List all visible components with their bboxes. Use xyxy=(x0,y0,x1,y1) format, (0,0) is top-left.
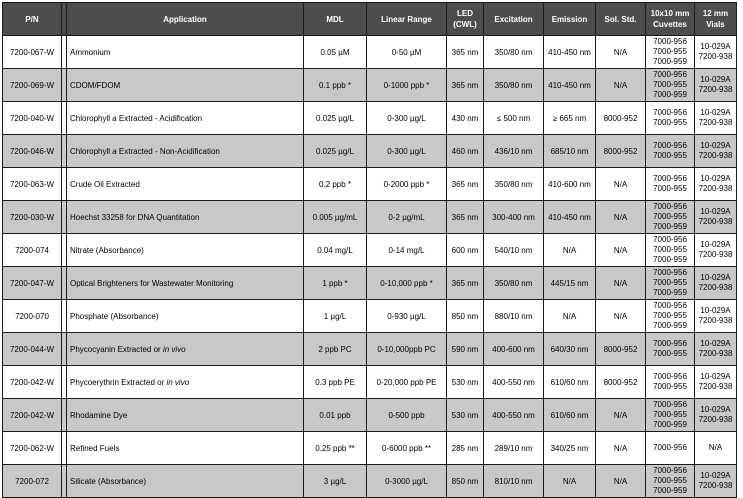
cell-cuvettes xyxy=(646,300,695,333)
cell-mdl: 0.3 ppb PE xyxy=(304,366,367,399)
specifications-table xyxy=(2,2,737,498)
cuvette-part-number: 7000-955 xyxy=(653,410,687,419)
cuvette-part-number: 7000-959 xyxy=(653,57,687,66)
cuvette-part-number: 7000-956 xyxy=(653,372,687,381)
cell-excitation: 350/80 nm xyxy=(484,267,544,300)
cell-part-number: 7200-047-W xyxy=(3,267,62,300)
vial-part-number: 7200-938 xyxy=(698,415,733,424)
cell-cuvettes xyxy=(646,102,695,135)
cell-vials xyxy=(695,234,737,267)
cell-linear-range: 0-500 ppb xyxy=(367,399,447,432)
cell-cuvettes xyxy=(646,69,695,102)
header-linear-range: Linear Range xyxy=(367,3,447,36)
cell-emission: N/A xyxy=(544,300,596,333)
application-italic-text: in vivo xyxy=(162,344,186,354)
cell-vials xyxy=(695,135,737,168)
header-led: LED (CWL) xyxy=(447,3,484,36)
cell-part-number: 7200-046-W xyxy=(3,135,62,168)
cell-excitation: 300-400 nm xyxy=(484,201,544,234)
cell-sol-std: N/A xyxy=(596,267,646,300)
header-cuvettes: 10x10 mm Cuvettes xyxy=(646,3,695,36)
header-sol-std: Sol. Std. xyxy=(596,3,646,36)
header-pn: P/N xyxy=(3,3,62,36)
cell-emission: 410-450 nm xyxy=(544,201,596,234)
cell-mdl: 1 µg/L xyxy=(304,300,367,333)
cuvette-part-number: 7000-955 xyxy=(653,278,687,287)
vial-part-number: 10-029A xyxy=(700,207,731,216)
vial-part-number: 10-029A xyxy=(700,42,731,51)
cell-part-number: 7200-044-W xyxy=(3,333,62,366)
cell-excitation: 400-550 nm xyxy=(484,366,544,399)
cell-part-number: 7200-069-W xyxy=(3,69,62,102)
table-row xyxy=(3,135,737,168)
cell-cuvettes xyxy=(646,366,695,399)
table-row xyxy=(3,201,737,234)
cell-part-number: 7200-074 xyxy=(3,234,62,267)
vial-part-number: 10-029A xyxy=(700,306,731,315)
cell-excitation: 350/80 nm xyxy=(484,168,544,201)
cell-application: CDOM/FDOM xyxy=(67,69,304,102)
cell-linear-range: 0-300 µg/L xyxy=(367,135,447,168)
cell-sol-std: N/A xyxy=(596,201,646,234)
cell-sol-std: N/A xyxy=(596,432,646,465)
cuvette-part-number: 7000-955 xyxy=(653,311,687,320)
cell-cuvettes xyxy=(646,465,695,498)
vial-part-number: 10-029A xyxy=(700,471,731,480)
cell-vials xyxy=(695,36,737,69)
cell-linear-range: 0-300 µg/L xyxy=(367,102,447,135)
table-row xyxy=(3,168,737,201)
table-header xyxy=(3,3,737,36)
cell-vials xyxy=(695,267,737,300)
vial-part-number: 10-029A xyxy=(700,75,731,84)
cell-linear-range: 0-10,000 ppb * xyxy=(367,267,447,300)
cell-sol-std: N/A xyxy=(596,69,646,102)
cell-emission: 445/15 nm xyxy=(544,267,596,300)
vial-part-number: 7200-938 xyxy=(698,184,733,193)
vial-part-number: 7200-938 xyxy=(698,382,733,391)
application-text: Extracted - Non-Acidification xyxy=(116,146,220,156)
cell-sol-std: N/A xyxy=(596,234,646,267)
cuvette-part-number: 7000-956 xyxy=(653,174,687,183)
cell-sol-std: 8000-952 xyxy=(596,366,646,399)
cell-mdl: 0.25 ppb ** xyxy=(304,432,367,465)
cell-part-number: 7200-072 xyxy=(3,465,62,498)
cell-application: Nitrate (Absorbance) xyxy=(67,234,304,267)
header-excitation: Excitation xyxy=(484,3,544,36)
cell-linear-range: 0-2 µg/mL xyxy=(367,201,447,234)
header-mdl: MDL xyxy=(304,3,367,36)
cuvette-part-number: 7000-956 xyxy=(653,400,687,409)
cell-excitation: ≤ 500 nm xyxy=(484,102,544,135)
cell-application xyxy=(67,333,304,366)
cell-part-number: 7200-042-W xyxy=(3,366,62,399)
cuvette-part-number: 7000-955 xyxy=(653,184,687,193)
cell-cuvettes xyxy=(646,36,695,69)
cell-mdl: 0.01 ppb xyxy=(304,399,367,432)
vial-part-number: 7200-938 xyxy=(698,85,733,94)
cell-led: 430 nm xyxy=(447,102,484,135)
cell-part-number: 7200-063-W xyxy=(3,168,62,201)
cuvette-part-number: 7000-959 xyxy=(653,90,687,99)
cell-vials xyxy=(695,168,737,201)
vial-part-number: 10-029A xyxy=(700,339,731,348)
cell-vials xyxy=(695,432,737,465)
cell-sol-std: 8000-952 xyxy=(596,135,646,168)
vial-part-number: 7200-938 xyxy=(698,118,733,127)
table-row xyxy=(3,267,737,300)
cell-vials xyxy=(695,399,737,432)
cell-led: 365 nm xyxy=(447,201,484,234)
cell-linear-range: 0-930 µg/L xyxy=(367,300,447,333)
cuvette-part-number: 7000-956 xyxy=(653,443,687,452)
cell-sol-std: N/A xyxy=(596,465,646,498)
cell-part-number: 7200-040-W xyxy=(3,102,62,135)
cuvette-part-number: 7000-955 xyxy=(653,118,687,127)
table-row xyxy=(3,234,737,267)
table-row xyxy=(3,333,737,366)
vial-part-number: 10-029A xyxy=(700,405,731,414)
cell-cuvettes xyxy=(646,168,695,201)
cell-cuvettes xyxy=(646,234,695,267)
cell-part-number: 7200-042-W xyxy=(3,399,62,432)
cuvette-part-number: 7000-955 xyxy=(653,151,687,160)
cuvette-part-number: 7000-956 xyxy=(653,108,687,117)
cell-emission: 410-600 nm xyxy=(544,168,596,201)
cell-led: 850 nm xyxy=(447,300,484,333)
cuvette-part-number: 7000-955 xyxy=(653,212,687,221)
cell-vials xyxy=(695,300,737,333)
application-italic-text: a xyxy=(112,146,117,156)
cell-linear-range: 0-14 mg/L xyxy=(367,234,447,267)
cuvette-part-number: 7000-959 xyxy=(653,321,687,330)
cell-part-number: 7200-030-W xyxy=(3,201,62,234)
cuvette-part-number: 7000-956 xyxy=(653,235,687,244)
vial-part-number: 7200-938 xyxy=(698,151,733,160)
cell-led: 365 nm xyxy=(447,36,484,69)
cell-emission: N/A xyxy=(544,465,596,498)
cell-linear-range: 0-3000 µg/L xyxy=(367,465,447,498)
vial-part-number: 7200-938 xyxy=(698,52,733,61)
cell-linear-range: 0-6000 ppb ** xyxy=(367,432,447,465)
cell-cuvettes xyxy=(646,432,695,465)
cell-cuvettes xyxy=(646,333,695,366)
vial-part-number: 7200-938 xyxy=(698,283,733,292)
vial-part-number: 10-029A xyxy=(700,141,731,150)
cuvette-part-number: 7000-955 xyxy=(653,476,687,485)
cuvette-part-number: 7000-959 xyxy=(653,420,687,429)
application-text: Chlorophyll xyxy=(70,146,113,156)
vial-part-number: 7200-938 xyxy=(698,316,733,325)
cuvette-part-number: 7000-956 xyxy=(653,70,687,79)
header-vials: 12 mm Vials xyxy=(695,3,737,36)
cell-part-number: 7200-062-W xyxy=(3,432,62,465)
vial-part-number: 10-029A xyxy=(700,273,731,282)
cell-excitation: 289/10 nm xyxy=(484,432,544,465)
table-row xyxy=(3,102,737,135)
cuvette-part-number: 7000-956 xyxy=(653,202,687,211)
cell-application: Refined Fuels xyxy=(67,432,304,465)
table-row xyxy=(3,300,737,333)
cell-vials xyxy=(695,201,737,234)
table-row xyxy=(3,432,737,465)
cuvette-part-number: 7000-956 xyxy=(653,339,687,348)
cuvette-part-number: 7000-959 xyxy=(653,255,687,264)
cell-mdl: 0.1 ppb * xyxy=(304,69,367,102)
cell-led: 530 nm xyxy=(447,399,484,432)
cuvette-part-number: 7000-959 xyxy=(653,486,687,495)
cell-led: 365 nm xyxy=(447,267,484,300)
cell-led: 285 nm xyxy=(447,432,484,465)
application-italic-text: a xyxy=(112,113,117,123)
vial-part-number: 7200-938 xyxy=(698,481,733,490)
vial-part-number: 7200-938 xyxy=(698,217,733,226)
vial-part-number: 10-029A xyxy=(700,240,731,249)
cell-application: Optical Brighteners for Wastewater Monitoring xyxy=(67,267,304,300)
cell-vials xyxy=(695,465,737,498)
application-text: Phycoerythrin Extracted or xyxy=(70,377,167,387)
cell-application: Crude Oil Extracted xyxy=(67,168,304,201)
cell-vials xyxy=(695,69,737,102)
cell-linear-range: 0-2000 ppb * xyxy=(367,168,447,201)
cell-excitation: 540/10 nm xyxy=(484,234,544,267)
cell-cuvettes xyxy=(646,399,695,432)
cell-vials xyxy=(695,102,737,135)
cell-excitation: 350/80 nm xyxy=(484,36,544,69)
cuvette-part-number: 7000-956 xyxy=(653,466,687,475)
cell-led: 365 nm xyxy=(447,69,484,102)
cell-cuvettes xyxy=(646,135,695,168)
cell-emission: 610/60 nm xyxy=(544,399,596,432)
cell-led: 460 nm xyxy=(447,135,484,168)
cuvette-part-number: 7000-955 xyxy=(653,382,687,391)
cell-cuvettes xyxy=(646,267,695,300)
cell-sol-std: N/A xyxy=(596,399,646,432)
table-row xyxy=(3,399,737,432)
cell-emission: N/A xyxy=(544,234,596,267)
cell-mdl: 0.025 µg/L xyxy=(304,102,367,135)
cell-sol-std: 8000-952 xyxy=(596,102,646,135)
cell-led: 590 nm xyxy=(447,333,484,366)
cell-led: 365 nm xyxy=(447,168,484,201)
cell-application xyxy=(67,366,304,399)
cell-excitation: 436/10 nm xyxy=(484,135,544,168)
cell-excitation: 350/80 nm xyxy=(484,69,544,102)
cell-application: Silicate (Absorbance) xyxy=(67,465,304,498)
cell-led: 530 nm xyxy=(447,366,484,399)
cuvette-part-number: 7000-955 xyxy=(653,245,687,254)
vial-part-number: 7200-938 xyxy=(698,349,733,358)
cell-emission: 410-450 nm xyxy=(544,69,596,102)
cell-led: 850 nm xyxy=(447,465,484,498)
vial-part-number: 10-029A xyxy=(700,108,731,117)
cuvette-part-number: 7000-956 xyxy=(653,141,687,150)
cuvette-part-number: 7000-956 xyxy=(653,301,687,310)
vial-part-number: 10-029A xyxy=(700,372,731,381)
cell-sol-std: N/A xyxy=(596,300,646,333)
cell-emission: 410-450 nm xyxy=(544,36,596,69)
table-body xyxy=(3,36,737,498)
cuvette-part-number: 7000-955 xyxy=(653,47,687,56)
cell-mdl: 0.05 µM xyxy=(304,36,367,69)
cell-linear-range: 0-20,000 ppb PE xyxy=(367,366,447,399)
vial-part-number: N/A xyxy=(708,443,723,452)
cell-part-number: 7200-070 xyxy=(3,300,62,333)
vial-part-number: 7200-938 xyxy=(698,250,733,259)
cell-application: Hoechst 33258 for DNA Quantitation xyxy=(67,201,304,234)
cell-application xyxy=(67,135,304,168)
application-italic-text: in vivo xyxy=(166,377,190,387)
cell-linear-range: 0-10,000ppb PC xyxy=(367,333,447,366)
cell-emission: 610/60 nm xyxy=(544,366,596,399)
cell-vials xyxy=(695,333,737,366)
cell-application: Rhodamine Dye xyxy=(67,399,304,432)
table-row xyxy=(3,69,737,102)
cell-sol-std: N/A xyxy=(596,168,646,201)
cell-excitation: 400-600 nm xyxy=(484,333,544,366)
cuvette-part-number: 7000-955 xyxy=(653,80,687,89)
cell-excitation: 880/10 nm xyxy=(484,300,544,333)
table-row xyxy=(3,465,737,498)
header-emission: Emission xyxy=(544,3,596,36)
application-text: Extracted - Acidification xyxy=(116,113,203,123)
cell-linear-range: 0-50 µM xyxy=(367,36,447,69)
cuvette-part-number: 7000-959 xyxy=(653,288,687,297)
cell-application xyxy=(67,102,304,135)
cell-led: 600 nm xyxy=(447,234,484,267)
cuvette-part-number: 7000-956 xyxy=(653,37,687,46)
cuvette-part-number: 7000-955 xyxy=(653,349,687,358)
cell-vials xyxy=(695,366,737,399)
cell-mdl: 1 ppb * xyxy=(304,267,367,300)
cell-emission: 340/25 nm xyxy=(544,432,596,465)
cell-excitation: 400-550 nm xyxy=(484,399,544,432)
cell-part-number: 7200-067-W xyxy=(3,36,62,69)
cell-sol-std: 8000-952 xyxy=(596,333,646,366)
cell-mdl: 0.2 ppb * xyxy=(304,168,367,201)
cell-mdl: 0.04 mg/L xyxy=(304,234,367,267)
cuvette-part-number: 7000-956 xyxy=(653,268,687,277)
cell-mdl: 0.025 µg/L xyxy=(304,135,367,168)
cell-mdl: 3 µg/L xyxy=(304,465,367,498)
table-row xyxy=(3,36,737,69)
cell-excitation: 810/10 nm xyxy=(484,465,544,498)
vial-part-number: 10-029A xyxy=(700,174,731,183)
table-row xyxy=(3,366,737,399)
header-application: Application xyxy=(67,3,304,36)
cuvette-part-number: 7000-959 xyxy=(653,222,687,231)
cell-mdl: 0.005 µg/mL xyxy=(304,201,367,234)
application-text: Phycocyanin Extracted or xyxy=(70,344,163,354)
cell-emission: ≥ 665 nm xyxy=(544,102,596,135)
application-text: Chlorophyll xyxy=(70,113,113,123)
cell-application: Ammonium xyxy=(67,36,304,69)
cell-sol-std: N/A xyxy=(596,36,646,69)
cell-emission: 685/10 nm xyxy=(544,135,596,168)
cell-emission: 640/30 nm xyxy=(544,333,596,366)
cell-mdl: 2 ppb PC xyxy=(304,333,367,366)
cell-cuvettes xyxy=(646,201,695,234)
cell-application: Phosphate (Absorbance) xyxy=(67,300,304,333)
cell-linear-range: 0-1000 ppb * xyxy=(367,69,447,102)
